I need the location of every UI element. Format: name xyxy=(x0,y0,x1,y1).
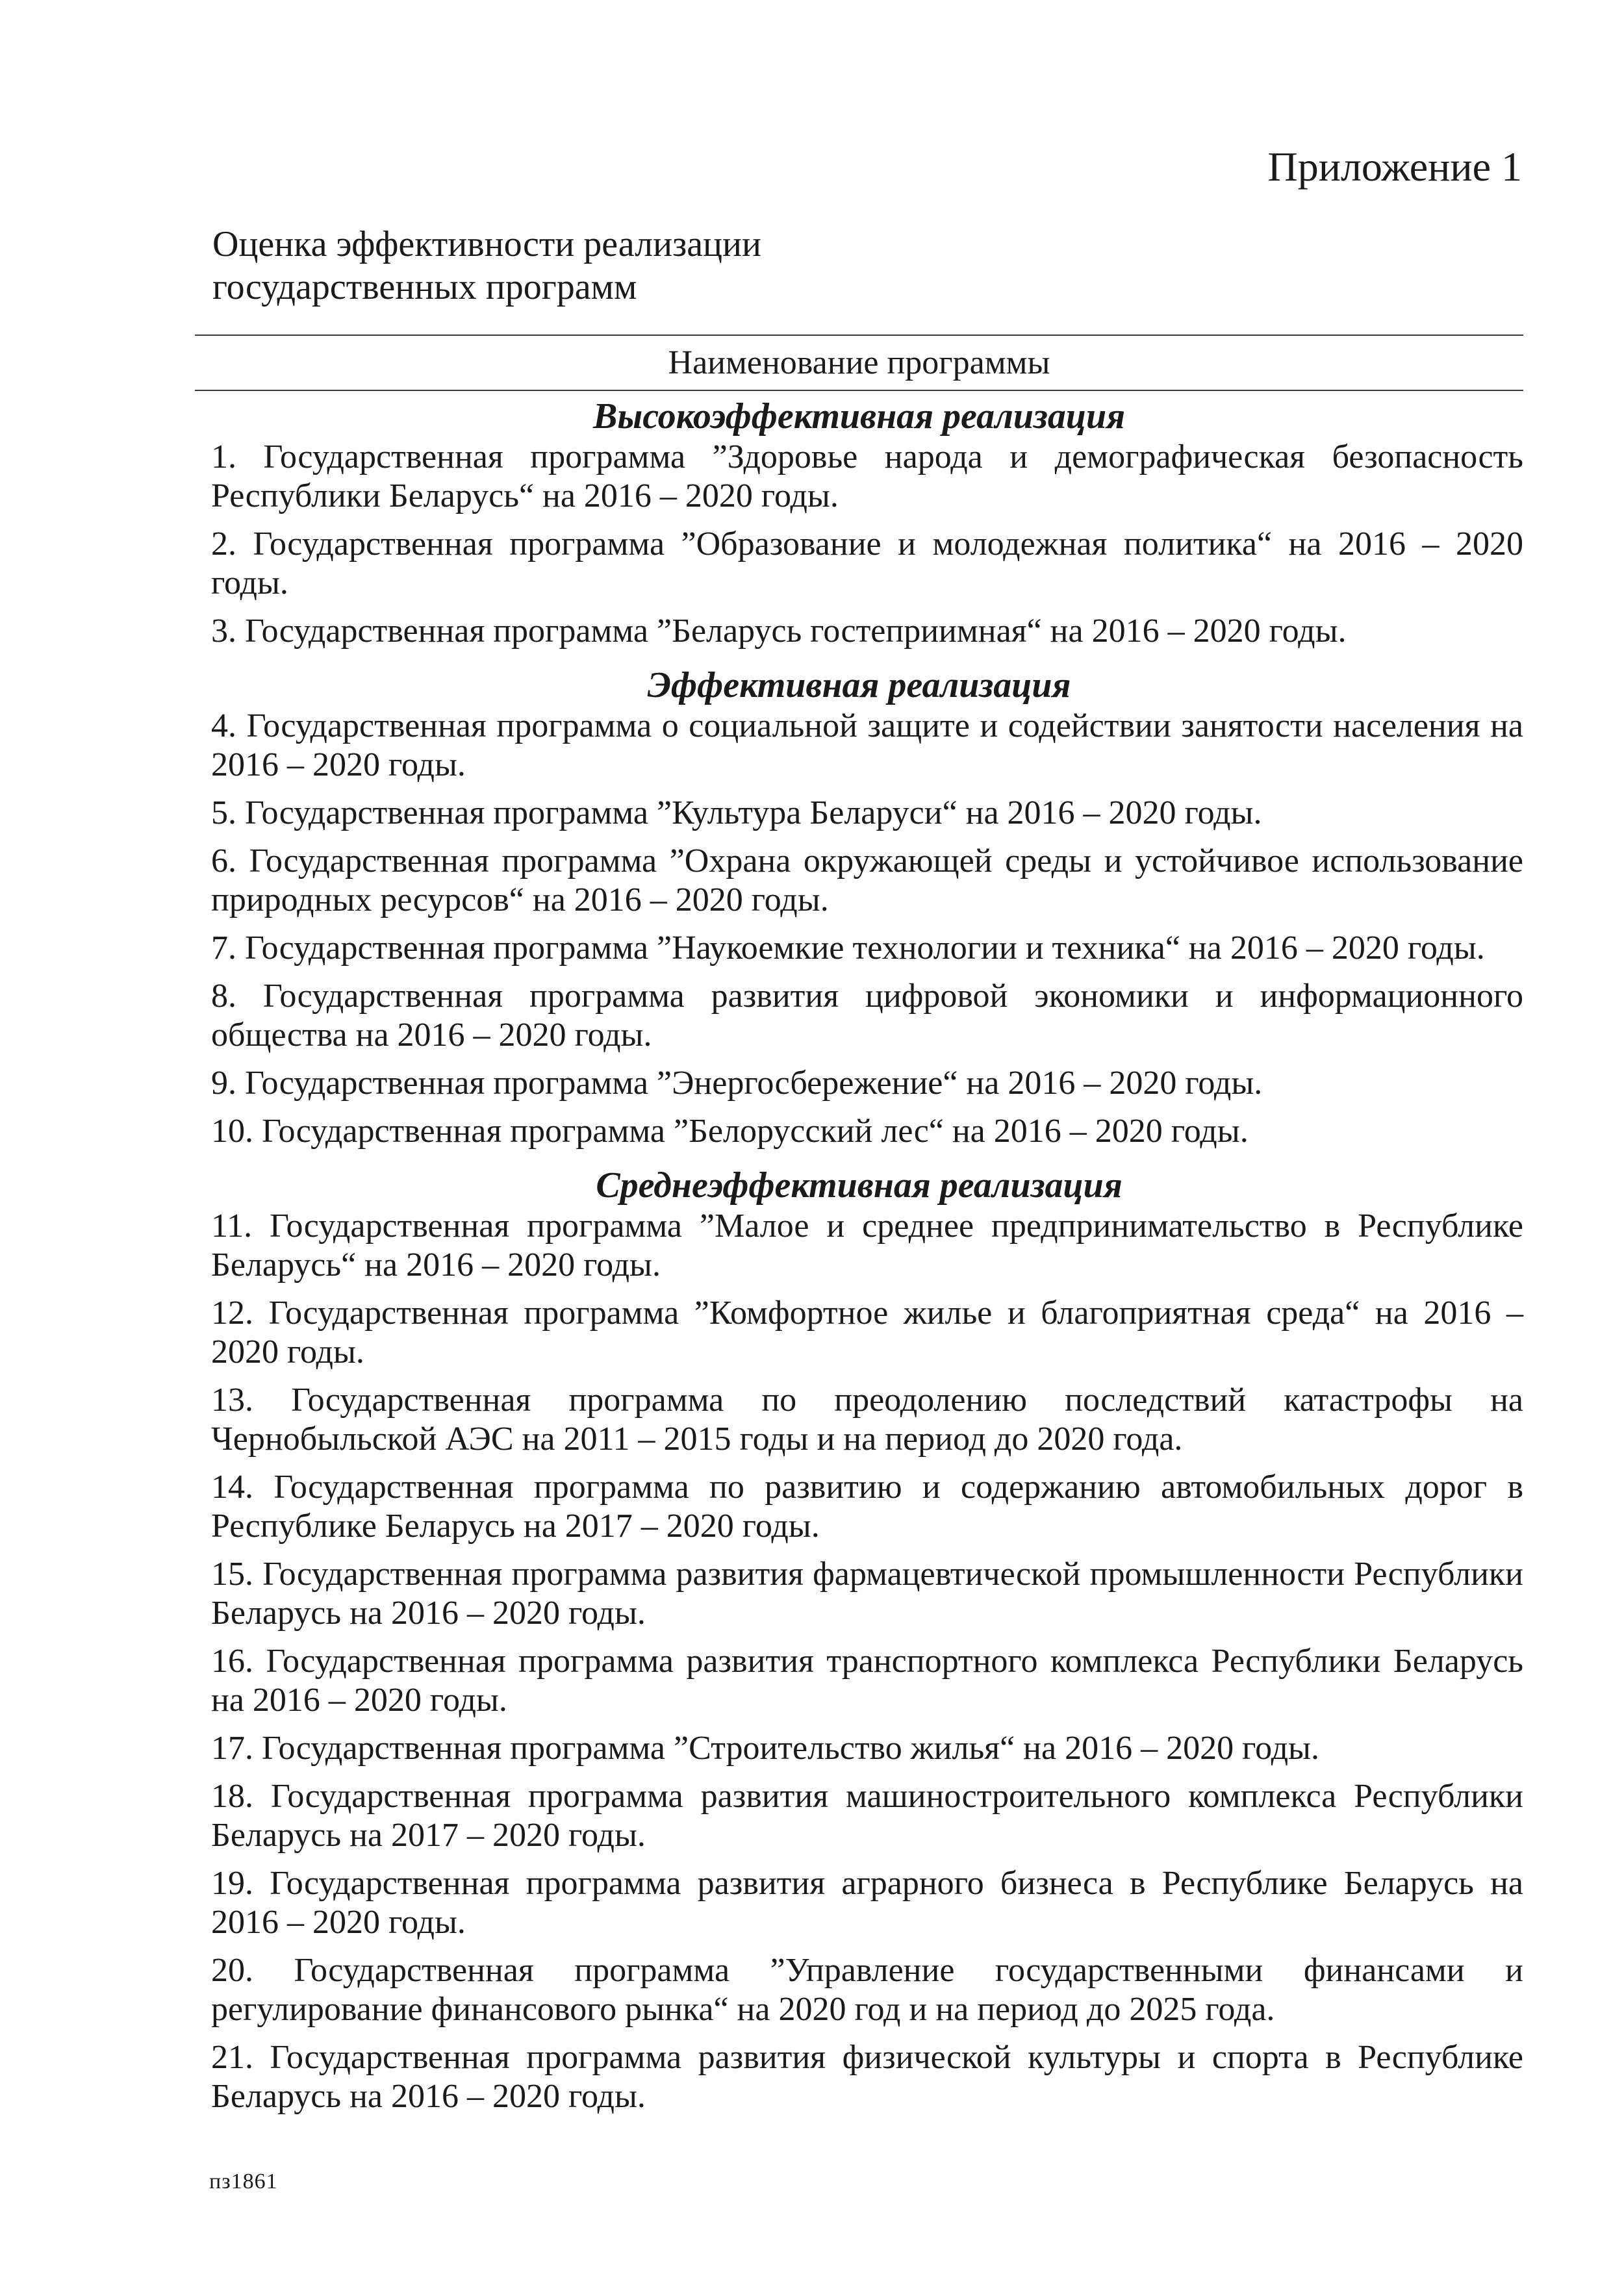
section-heading-high: Высокоэффективная реализация xyxy=(593,396,1125,436)
program-item-15: 15. Государственная программа развития фармацевтической промышленности Республики Беларусь на 2016 – 2020 годы. xyxy=(211,1556,1523,1632)
program-item-3: 3. Государственная программа ”Беларусь гостеприимная“ на 2016 – 2020 годы. xyxy=(211,613,1347,650)
appendix-label: Приложение 1 xyxy=(1267,144,1522,190)
program-item-5: 5. Государственная программа ”Культура Беларуси“ на 2016 – 2020 годы. xyxy=(211,794,1262,831)
program-item-7: 7. Государственная программа ”Наукоемкие технологии и техника“ на 2016 – 2020 годы. xyxy=(211,929,1485,967)
program-item-14: 14. Государственная программа по развитию и содержанию автомобильных дорог в Республике Беларусь на 2017 – 2020 годы. xyxy=(211,1469,1523,1545)
program-item-18: 18. Государственная программа развития машиностроительного комплекса Республики Беларусь на 2017 – 2020 годы. xyxy=(211,1778,1523,1854)
program-item-11: 11. Государственная программа ”Малое и среднее предпринимательство в Республике Беларусь“ на 2016 – 2020 годы. xyxy=(211,1207,1523,1283)
program-item-19: 19. Государственная программа развития аграрного бизнеса в Республике Беларусь на 2016 – 2020 годы. xyxy=(211,1865,1523,1941)
program-item-20: 20. Государственная программа ”Управление государственными финансами и регулирование финансового рынка“ на 2020 год и на период до 2025 года. xyxy=(211,1952,1523,2028)
document-title-line-1: Оценка эффективности реализации xyxy=(212,224,761,264)
program-item-16: 16. Государственная программа развития транспортного комплекса Республики Беларусь на 2016 – 2020 годы. xyxy=(211,1643,1523,1719)
programs-table xyxy=(195,335,1523,2125)
program-item-10: 10. Государственная программа ”Белорусский лес“ на 2016 – 2020 годы. xyxy=(211,1113,1249,1150)
program-item-4: 4. Государственная программа о социальной защите и содействии занятости населения на 2016 – 2020 годы. xyxy=(211,707,1523,783)
program-item-13: 13. Государственная программа по преодолению последствий катастрофы на Чернобыльской АЭС на 2011 – 2015 годы и на период до 2020 года. xyxy=(211,1382,1523,1458)
program-item-12: 12. Государственная программа ”Комфортное жилье и благоприятная среда“ на 2016 – 2020 годы. xyxy=(211,1295,1523,1371)
program-item-17: 17. Государственная программа ”Строительство жилья“ на 2016 – 2020 годы. xyxy=(211,1730,1319,1767)
program-item-8: 8. Государственная программа развития цифровой экономики и информационного общества на 2016 – 2020 годы. xyxy=(211,978,1523,1054)
column-header: Наименование программы xyxy=(668,344,1050,381)
program-item-6: 6. Государственная программа ”Охрана окружающей среды и устойчивое использование природных ресурсов“ на 2016 – 2020 годы. xyxy=(211,842,1523,918)
section-heading-medium: Среднеэффективная реализация xyxy=(596,1165,1123,1206)
section-heading-effective: Эффективная реализация xyxy=(647,665,1071,705)
program-item-1: 1. Государственная программа ”Здоровье народа и демографическая безопасность Республики Беларусь“ на 2016 – 2020 годы. xyxy=(211,438,1523,514)
document-title xyxy=(212,223,927,309)
program-item-21: 21. Государственная программа развития физической культуры и спорта в Республике Беларусь на 2016 – 2020 годы. xyxy=(211,2039,1523,2115)
footer-document-code: пз1861 xyxy=(209,2169,278,2193)
document-title-line-2: государственных программ xyxy=(212,267,637,307)
program-item-2: 2. Государственная программа ”Образование и молодежная политика“ на 2016 – 2020 годы. xyxy=(211,525,1523,601)
program-item-9: 9. Государственная программа ”Энергосбережение“ на 2016 – 2020 годы. xyxy=(211,1065,1263,1102)
